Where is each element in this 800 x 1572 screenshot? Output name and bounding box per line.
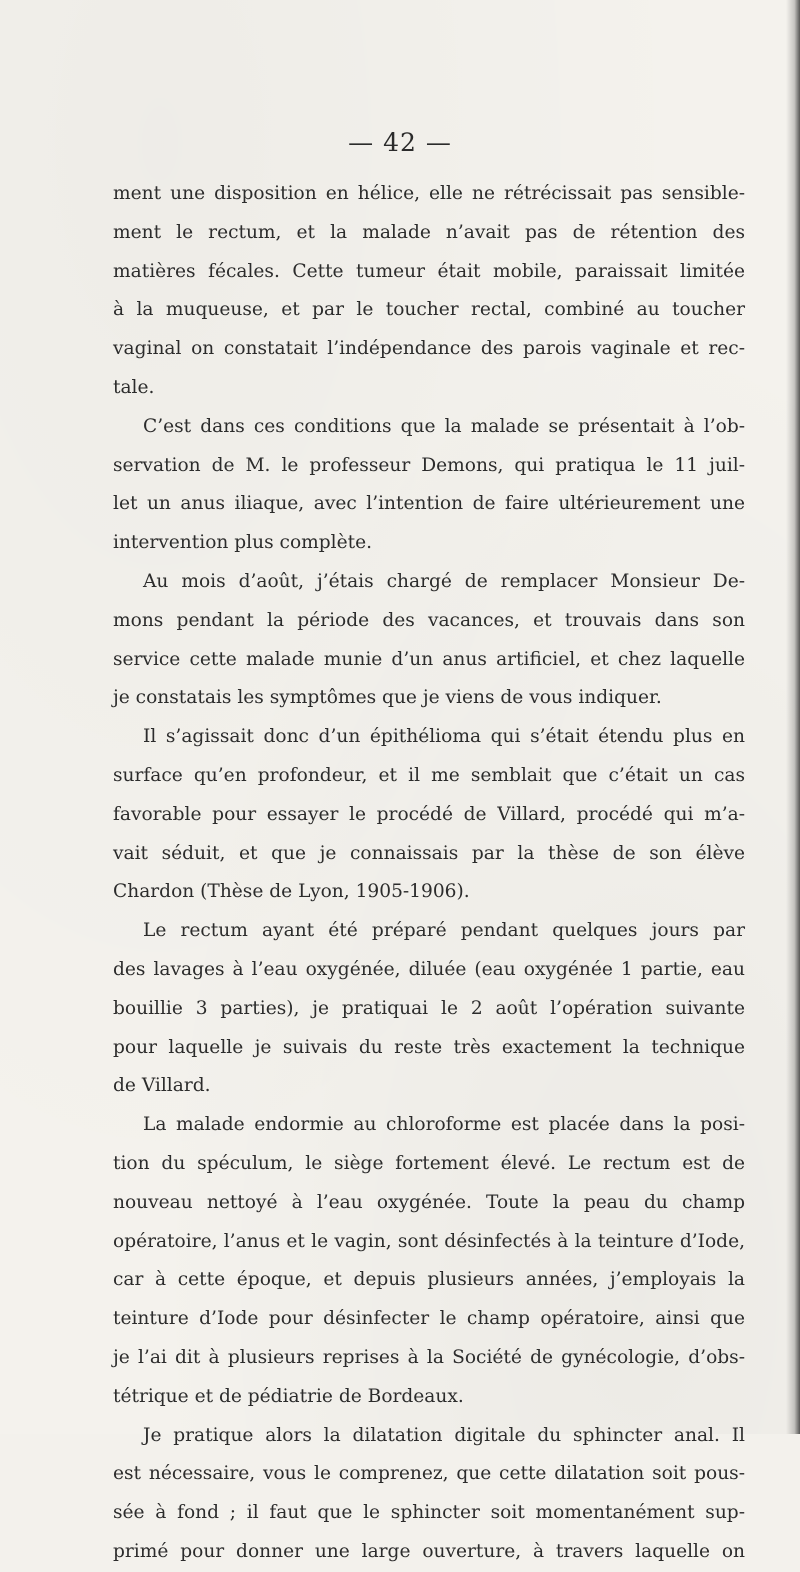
text-line: ment le rectum, et la malade n’avait pas de rétention des bbox=[113, 221, 745, 243]
page-number: — 42 — bbox=[348, 128, 452, 157]
text-line: teinture d’Iode pour désinfecter le champ opératoire, ainsi que bbox=[113, 1308, 745, 1330]
text-line: Chardon (Thèse de Lyon, 1905-1906). bbox=[113, 881, 470, 903]
text-line: je constatais les symptômes que je viens de vous indiquer. bbox=[113, 687, 662, 709]
text-line: bouillie 3 parties), je pratiquai le 2 août l’opération suivante bbox=[113, 997, 745, 1019]
text-line: est nécessaire, vous le comprenez, que cette dilatation soit pous- bbox=[113, 1463, 745, 1485]
text-line: pour laquelle je suivais du reste très exactement la technique bbox=[113, 1036, 745, 1058]
text-line: je l’ai dit à plusieurs reprises à la Société de gynécologie, d’obs- bbox=[113, 1346, 745, 1368]
text-line: servation de M. le professeur Demons, qui pratiqua le 11 juil- bbox=[113, 454, 745, 476]
text-line: intervention plus complète. bbox=[113, 532, 373, 554]
text-line: C’est dans ces conditions que la malade se présentait à l’ob- bbox=[143, 415, 745, 437]
text-line: tétrique et de pédiatrie de Bordeaux. bbox=[113, 1385, 464, 1407]
text-line: car à cette époque, et depuis plusieurs années, j’employais la bbox=[113, 1269, 745, 1291]
text-line: vaginal on constatait l’indépendance des parois vaginale et rec- bbox=[113, 338, 745, 360]
text-line: des lavages à l’eau oxygénée, diluée (eau oxygénée 1 partie, eau bbox=[113, 958, 745, 980]
text-line: primé pour donner une large ouverture, à travers laquelle on bbox=[113, 1540, 745, 1562]
page-edge-shadow bbox=[786, 0, 800, 1434]
text-line: Je pratique alors la dilatation digitale du sphincter anal. Il bbox=[143, 1424, 745, 1446]
text-line: sée à fond ; il faut que le sphincter soit momentanément sup- bbox=[113, 1502, 745, 1524]
text-line: tale. bbox=[113, 376, 155, 398]
text-line: service cette malade munie d’un anus artificiel, et chez laquelle bbox=[113, 648, 745, 670]
text-line: de Villard. bbox=[113, 1075, 211, 1097]
text-line: Au mois d’août, j’étais chargé de remplacer Monsieur De- bbox=[143, 570, 745, 592]
text-line: nouveau nettoyé à l’eau oxygénée. Toute la peau du champ bbox=[113, 1191, 745, 1213]
text-line: surface qu’en profondeur, et il me semblait que c’était un cas bbox=[113, 764, 745, 786]
body-text bbox=[113, 175, 745, 1572]
text-line: Le rectum ayant été préparé pendant quelques jours par bbox=[143, 920, 745, 942]
text-line: matières fécales. Cette tumeur était mobile, paraissait limitée bbox=[113, 260, 745, 282]
text-line: mons pendant la période des vacances, et trouvais dans son bbox=[113, 609, 745, 631]
text-line: La malade endormie au chloroforme est placée dans la posi- bbox=[143, 1114, 745, 1136]
text-line: let un anus iliaque, avec l’intention de faire ultérieurement une bbox=[113, 493, 745, 515]
text-line: ment une disposition en hélice, elle ne rétrécissait pas sensible- bbox=[113, 183, 745, 204]
text-line: à la muqueuse, et par le toucher rectal, combiné au toucher bbox=[113, 299, 745, 321]
text-line: opératoire, l’anus et le vagin, sont désinfectés à la teinture d’Iode, bbox=[113, 1230, 745, 1252]
text-line: favorable pour essayer le procédé de Villard, procédé qui m’a- bbox=[113, 803, 745, 825]
text-line: vait séduit, et que je connaissais par la thèse de son élève bbox=[113, 842, 745, 864]
text-line: Il s’agissait donc d’un épithélioma qui s’était étendu plus en bbox=[143, 726, 745, 748]
text-line: tion du spéculum, le siège fortement élevé. Le rectum est de bbox=[113, 1152, 745, 1174]
